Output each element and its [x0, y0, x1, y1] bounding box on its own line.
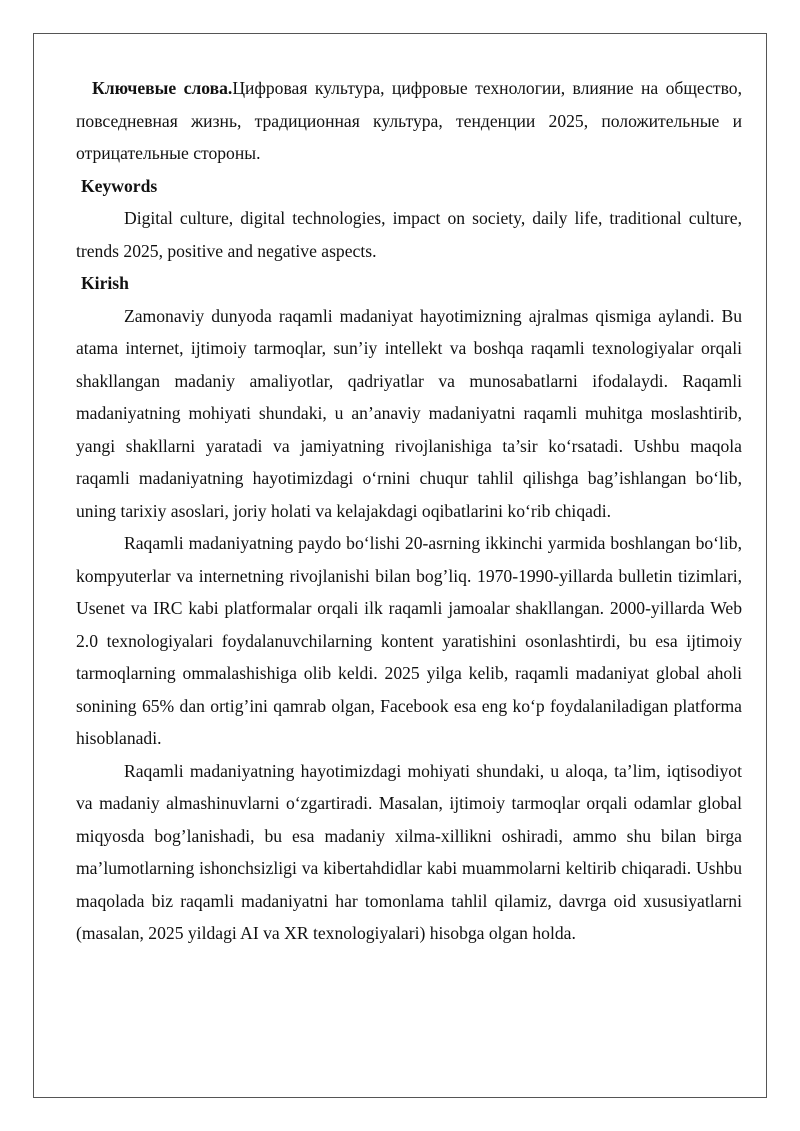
intro-paragraph-2: Raqamli madaniyatning paydo bo‘lishi 20-asrning ikkinchi yarmida boshlangan bo‘lib, kompyuterlar va internetning rivojlanishi bilan bog’liq. 1970-1990-yillarda bulletin tizimlari, Usenet va IRC kabi platformalar orqali ilk raqamli jamoalar shakllangan. 2000-yillarda Web 2.0 texnologiyalari foydalanuvchilarning kontent yaratishini osonlashtirdi, bu esa ijtimoiy tarmoqlarning ommalashishiga olib keldi. 2025 yilga kelib, raqamli madaniyat global aholi sonining 65% dan ortig’ini qamrab olgan, Facebook esa eng ko‘p foydalaniladigan platforma hisoblanadi. — [76, 533, 742, 748]
keywords-ru-label: Ключевые слова. — [92, 78, 233, 98]
keywords-en-heading: Keywords — [81, 175, 158, 196]
intro-paragraph-1: Zamonaviy dunyoda raqamli madaniyat hayotimizning ajralmas qismiga aylandi. Bu atama internet, ijtimoiy tarmoqlar, sun’iy intellekt va boshqa raqamli texnologiyalar orqali shakllangan madaniy amaliyotlar, qadriyatlar va munosabatlarni ifodalaydi. Raqamli madaniyatning mohiyati shundaki, u an’anaviy madaniyatni raqamli muhitga moslashtirib, yangi shakllarni yaratadi va jamiyatning rivojlanishiga ta’sir ko‘rsatadi. Ushbu maqola raqamli madaniyatning hayotimizdagi o‘rnini chuqur tahlil qilishga bag’ishlangan bo‘lib, uning tarixiy asoslari, joriy holati va kelajakdagi oqibatlarini ko‘rib chiqadi. — [76, 305, 742, 521]
keywords-ru-paragraph — [76, 72, 742, 170]
intro-paragraph-3: Raqamli madaniyatning hayotimizdagi mohiyati shundaki, u aloqa, ta’lim, iqtisodiyot va madaniy almashinuvlarni o‘zgartiradi. Masalan, ijtimoiy tarmoqlar orqali odamlar global miqyosda bog’lanishadi, bu esa madaniy xilma-xillikni oshiradi, ammo shu bilan birga ma’lumotlarning ishonchsizligi va kibertahdidlar kabi muammolarni keltirib chiqaradi. Ushbu maqolada biz raqamli madaniyatni har tomonlama tahlil qilamiz, davrga oid xususiyatlarni (masalan, 2025 yildagi AI va XR texnologiyalari) hisobga olgan holda. — [76, 760, 742, 943]
document-body — [76, 72, 742, 950]
keywords-en-text: Digital culture, digital technologies, impact on society, daily life, traditional culture, trends 2025, positive and negative aspects. — [76, 208, 742, 261]
keywords-ru-text: Цифровая культура, цифровые технологии, влияние на общество, повседневная жизнь, традиционная культура, тенденции 2025, положительные и отрицательные стороны. — [76, 78, 742, 163]
intro-heading: Kirish — [81, 273, 129, 293]
